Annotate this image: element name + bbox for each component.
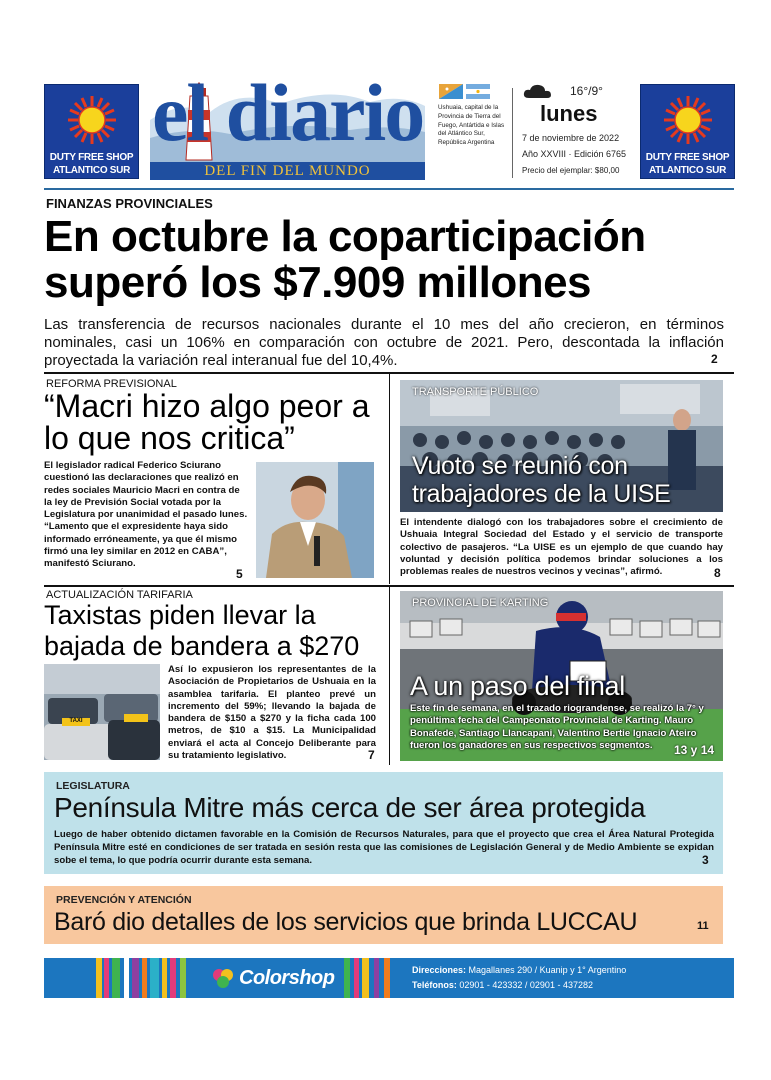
taxi-sign: TAXI xyxy=(69,718,83,724)
macri-kicker: REFORMA PREVISIONAL xyxy=(46,378,177,390)
sun-icon xyxy=(67,95,117,145)
cloud-icon xyxy=(523,83,553,99)
banner-stripe xyxy=(374,958,379,998)
edition-date: 7 de noviembre de 2022 xyxy=(522,133,620,143)
address-value: Magallanes 290 / Kuanip y 1° Argentino xyxy=(468,965,627,975)
prevencion-page-ref[interactable]: 11 xyxy=(697,920,709,932)
vuoto-page-ref[interactable]: 8 xyxy=(714,566,721,580)
banner-stripe xyxy=(104,958,109,998)
banner-stripe xyxy=(162,958,167,998)
lead-page-ref[interactable]: 2 xyxy=(711,352,718,366)
logo-tagline: DEL FIN DEL MUNDO xyxy=(150,162,425,180)
taxi-headline[interactable]: Taxistas piden llevar la bajada de bandera a $270 xyxy=(44,600,360,661)
banner-stripe xyxy=(354,958,359,998)
banner-stripe xyxy=(124,958,129,998)
location-text: Ushuaia, capital de la Provincia de Tierra del Fuego, Antártida e Islas del Atlántico Sur, República Argentina xyxy=(438,104,505,147)
banner-phones xyxy=(412,980,593,990)
edition-day: lunes xyxy=(540,101,598,126)
masthead-rule xyxy=(44,188,734,190)
vuoto-body: El intendente dialogó con los trabajadores sobre el crecimiento de Ushuaia Integral Sociedad del Estado y el servicio de transporte colectivo de pasajeros. “La UISE es un ejemplo de que cuando hay voluntad y decisión política podemos brindar soluciones a los problemas reales de nuestros vecinos y vecinas”, afirmó. xyxy=(400,517,723,578)
colorshop-banner[interactable] xyxy=(44,958,734,998)
banner-stripe xyxy=(344,958,350,998)
vuoto-headline[interactable]: Vuoto se reunió con trabajadores de la UISE xyxy=(412,452,671,508)
taxi-kicker: ACTUALIZACIÓN TARIFARIA xyxy=(46,589,193,601)
flag-tdf-icon xyxy=(439,84,463,99)
banner-stripe xyxy=(362,958,369,998)
banner-stripe xyxy=(150,958,159,998)
macri-body: El legislador radical Federico Sciurano cuestionó las declaraciones que realizó en redes sociales Mauricio Macri en contra de la ley de Previsión Social votada por la Legislatura por unanimidad el pasado lunes. “Lamento que el expresidente haya sido informado erróneamente, ya que él mismo firmó una ley similar en 2012 en CABA”, manifestó Sciurano. xyxy=(44,460,248,570)
banner-stripe xyxy=(180,958,186,998)
flag-argentina-icon xyxy=(466,84,490,99)
banner-stripe xyxy=(112,958,120,998)
macri-headline[interactable]: “Macri hizo algo peor a lo que nos critica” xyxy=(44,388,370,456)
lead-body: Las transferencia de recursos nacionales durante el 10 mes del año crecieron, en términos nominales, casi un 106% en comparación con octubre de 2021. Pero, descontada la inflación proyectada la variación real interanual fue del 10,4%. xyxy=(44,316,724,369)
phone-value: 02901 - 423332 / 02901 - 437282 xyxy=(459,980,593,990)
colorshop-brand: Colorshop xyxy=(239,967,335,989)
ad-label-line1: DUTY FREE SHOP xyxy=(49,152,134,163)
karting-kicker: PROVINCIAL DE KARTING xyxy=(412,597,549,609)
karting-body: Este fin de semana, en el trazado riograndense, se realizó la 7° y penúltima fecha del Campeonato Provincial de Karting. Mauro Bonafede, Santiago Llancapani, Valentino Bertie Ignacio Ateiro fueron los ganadores en sus respectivos segmentos. xyxy=(410,703,704,751)
legislatura-body: Luego de haber obtenido dictamen favorable en la Comisión de Recursos Naturales, para que el proyecto que crea el Área Natural Protegida Península Mitre esté en condiciones de ser tratada en sesión resta que las comisiones de Legislación General y de Medio Ambiente se expidan sobe el tema, lo que podría ocurrir durante esta semana. xyxy=(54,829,714,866)
masthead-divider xyxy=(512,88,513,178)
prevencion-headline[interactable]: Baró dio detalles de los servicios que brinda LUCCAU xyxy=(54,908,638,936)
banner-stripe xyxy=(142,958,147,998)
legislatura-headline[interactable]: Península Mitre más cerca de ser área protegida xyxy=(54,792,646,823)
prevencion-kicker: PREVENCIÓN Y ATENCIÓN xyxy=(56,894,192,906)
legislatura-box[interactable] xyxy=(44,772,723,874)
logo-word: el diario xyxy=(152,67,424,158)
legislatura-kicker: LEGISLATURA xyxy=(56,780,130,792)
vuoto-kicker: TRANSPORTE PÚBLICO xyxy=(412,386,539,398)
legislatura-page-ref[interactable]: 3 xyxy=(702,853,709,867)
taxi-page-ref[interactable]: 7 xyxy=(368,748,375,762)
weather-temp: 16°/9° xyxy=(570,84,603,98)
sun-icon xyxy=(663,95,713,145)
ad-label-line2: ATLANTICO SUR xyxy=(52,165,131,176)
duty-free-ad-right[interactable] xyxy=(640,84,735,179)
ad-label-line2: ATLANTICO SUR xyxy=(648,165,727,176)
banner-stripe xyxy=(132,958,139,998)
macri-page-ref[interactable]: 5 xyxy=(236,567,243,581)
banner-stripe xyxy=(384,958,390,998)
banner-stripe xyxy=(170,958,176,998)
karting-headline[interactable]: A un paso del final xyxy=(410,671,625,701)
column-divider xyxy=(389,374,390,584)
karting-page-ref[interactable]: 13 y 14 xyxy=(674,743,715,757)
edition-issue: Año XXVIII · Edición 6765 xyxy=(522,149,627,159)
banner-address xyxy=(412,965,626,975)
lead-headline[interactable]: En octubre la coparticipación superó los $7.909 millones xyxy=(44,212,646,307)
duty-free-ad-left[interactable] xyxy=(44,84,139,179)
lead-kicker: FINANZAS PROVINCIALES xyxy=(46,196,213,211)
column-divider xyxy=(389,587,390,765)
sciurano-photo xyxy=(256,462,374,578)
prevencion-box[interactable] xyxy=(44,886,723,944)
taxi-body: Así lo expusieron los representantes de la Asociación de Propietarios de Ushuaia en la asamblea tarifaria. El planteo prevé un incremento del 59%; llevando la bajada de bandera de $150 a $270 y la ficha cada 100 metros, de $10 a $15. La Municipalidad enviará el acta al Concejo Deliberante para su tratamiento legislativo. xyxy=(168,664,376,762)
masthead-logo[interactable] xyxy=(150,67,425,180)
edition-price: Precio del ejemplar: $80,00 xyxy=(522,166,620,175)
address-label: Direcciones: xyxy=(412,965,467,975)
banner-stripe xyxy=(96,958,102,998)
ad-label-line1: DUTY FREE SHOP xyxy=(645,152,730,163)
phone-label: Teléfonos: xyxy=(412,980,457,990)
colorshop-flower-icon xyxy=(210,966,236,990)
taxi-photo xyxy=(44,664,160,760)
